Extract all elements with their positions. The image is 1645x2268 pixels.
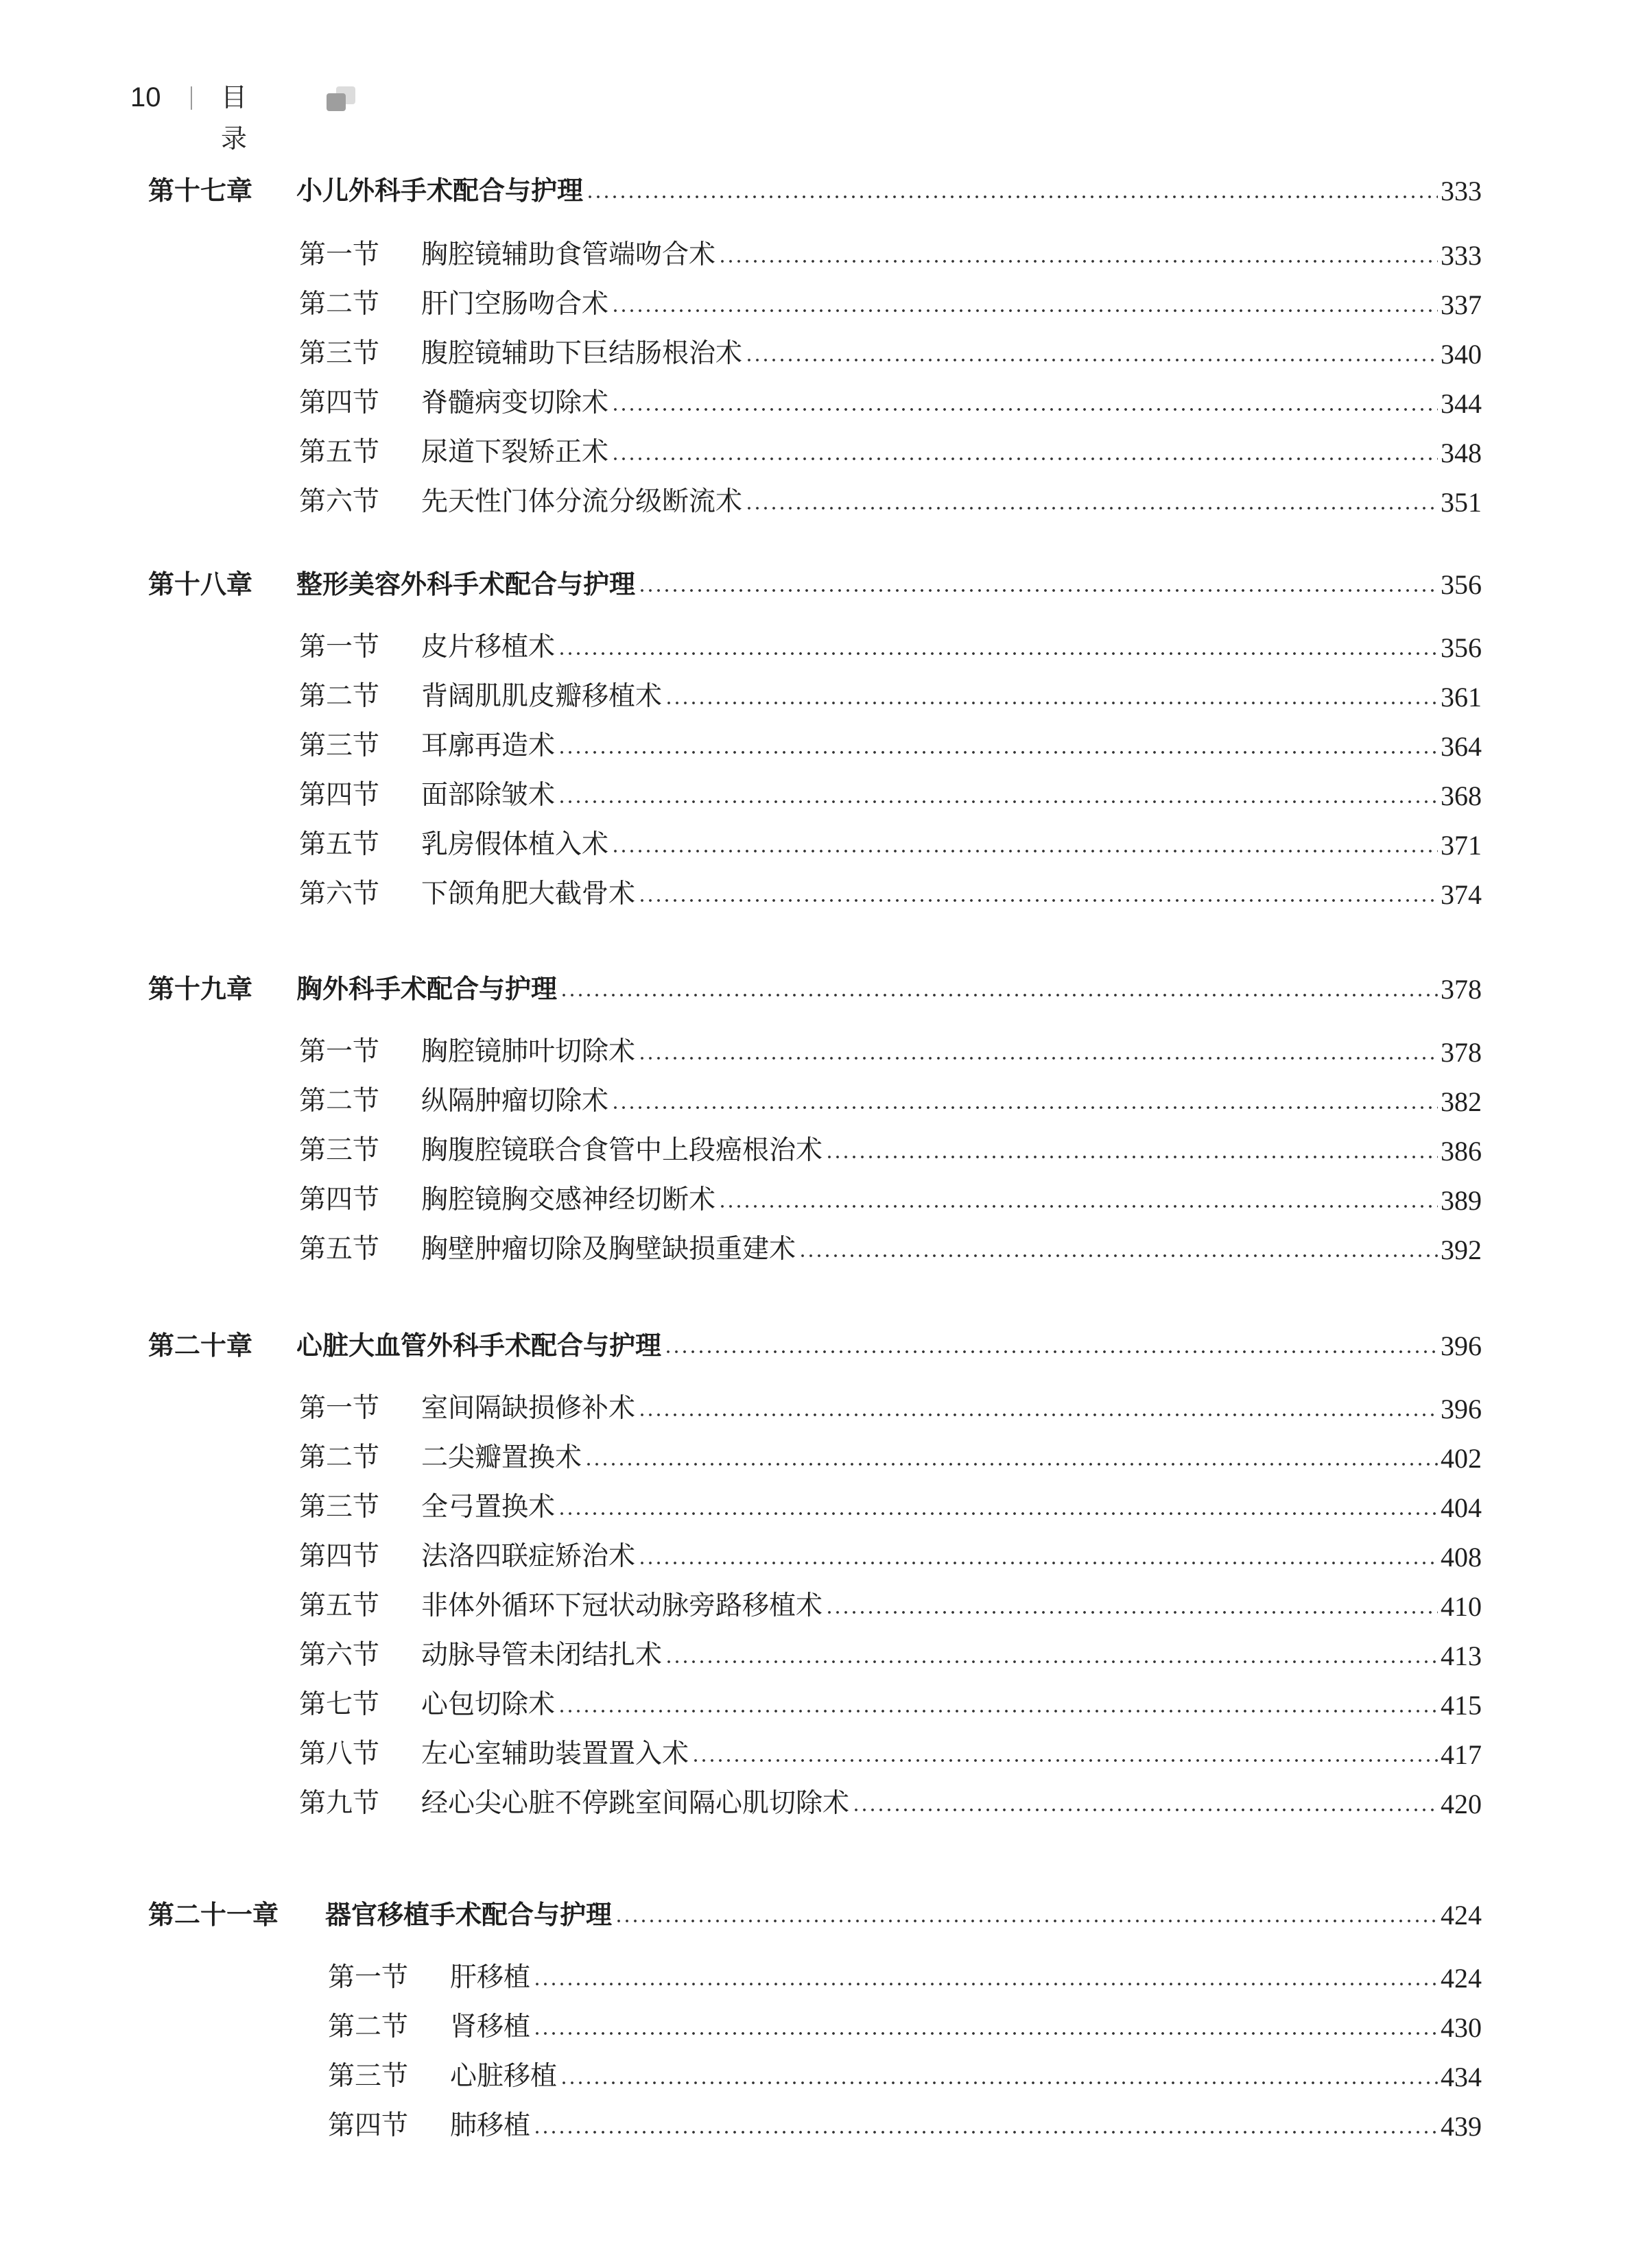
section-page-number: 374 <box>1441 879 1482 910</box>
section-title: 肾移植 <box>450 2012 531 2042</box>
toc-section-entry[interactable] <box>328 2104 1482 2142</box>
toc-section-entry[interactable] <box>299 332 1482 370</box>
section-page-number: 404 <box>1441 1492 1482 1523</box>
dot-leader <box>611 457 1438 460</box>
section-title: 胸壁肿瘤切除及胸壁缺损重建术 <box>421 1234 796 1265</box>
dot-leader <box>718 260 1438 263</box>
toc-section-entry[interactable] <box>299 774 1482 812</box>
toc-section-entry[interactable] <box>328 1956 1482 1994</box>
chapter-title: 整形美容外科手术配合与护理 <box>296 569 636 599</box>
section-page-number: 382 <box>1441 1086 1482 1117</box>
section-title: 面部除皱术 <box>421 780 556 811</box>
section-label: 第八节 <box>299 1739 380 1769</box>
dot-leader <box>584 1463 1438 1466</box>
toc-section-entry[interactable] <box>299 1178 1482 1217</box>
toc-section-entry[interactable] <box>299 233 1482 272</box>
toc-section-entry[interactable] <box>299 872 1482 911</box>
toc-section-entry[interactable] <box>299 1634 1482 1672</box>
dot-leader <box>638 589 1438 592</box>
section-label: 第七节 <box>299 1689 380 1720</box>
section-label: 第二节 <box>299 289 380 320</box>
section-page-number: 364 <box>1441 731 1482 762</box>
section-page-number: 392 <box>1441 1234 1482 1265</box>
section-page-number: 424 <box>1441 1963 1482 1994</box>
toc-section-entry[interactable] <box>299 724 1482 763</box>
dot-leader <box>586 195 1438 198</box>
section-page-number: 417 <box>1441 1739 1482 1770</box>
toc-section-entry[interactable] <box>299 1782 1482 1820</box>
section-label: 第四节 <box>299 1184 380 1215</box>
section-page-number: 371 <box>1441 830 1482 861</box>
section-label: 第五节 <box>299 1590 380 1621</box>
toc-section-entry[interactable] <box>299 1129 1482 1167</box>
section-page-number: 348 <box>1441 438 1482 468</box>
dot-leader <box>638 1562 1438 1564</box>
dot-leader <box>558 751 1438 754</box>
section-label: 第四节 <box>299 387 380 418</box>
section-page-number: 415 <box>1441 1690 1482 1721</box>
chapter-page-number: 424 <box>1441 1900 1482 1931</box>
toc-section-entry[interactable] <box>299 381 1482 420</box>
stacked-squares-icon <box>325 85 357 112</box>
section-title: 皮片移植术 <box>421 632 556 663</box>
toc-chapter-entry[interactable] <box>148 967 1482 1005</box>
toc-section-entry[interactable] <box>328 2055 1482 2093</box>
dot-leader <box>611 408 1438 411</box>
chapter-label: 第二十一章 <box>148 1900 279 1930</box>
section-page-number: 408 <box>1441 1542 1482 1573</box>
chapter-title: 心脏大血管外科手术配合与护理 <box>296 1330 662 1361</box>
toc-section-entry[interactable] <box>299 1030 1482 1069</box>
dot-leader <box>533 2131 1438 2134</box>
section-title: 肝门空肠吻合术 <box>421 289 609 320</box>
section-label: 第一节 <box>328 1962 409 1993</box>
toc-chapter-entry[interactable] <box>148 169 1482 207</box>
section-title: 脊髓病变切除术 <box>421 387 609 418</box>
chapter-page-number: 333 <box>1441 176 1482 206</box>
section-title: 心脏移植 <box>450 2061 558 2092</box>
toc-section-entry[interactable] <box>299 1079 1482 1118</box>
dot-leader <box>665 1660 1438 1663</box>
toc-section-entry[interactable] <box>299 675 1482 713</box>
section-page-number: 386 <box>1441 1136 1482 1167</box>
section-page-number: 389 <box>1441 1185 1482 1216</box>
section-page-number: 396 <box>1441 1394 1482 1424</box>
section-label: 第一节 <box>299 1393 380 1424</box>
section-label: 第二节 <box>328 2012 409 2042</box>
chapter-page-number: 378 <box>1441 974 1482 1005</box>
section-label: 第五节 <box>299 1234 380 1265</box>
section-title: 胸腔镜辅助食管端吻合术 <box>421 239 716 270</box>
dot-leader <box>558 652 1438 655</box>
section-title: 乳房假体植入术 <box>421 829 609 860</box>
dot-leader <box>638 1057 1438 1060</box>
chapter-page-number: 396 <box>1441 1330 1482 1361</box>
section-label: 第五节 <box>299 437 380 468</box>
chapter-page-number: 356 <box>1441 569 1482 600</box>
toc-section-entry[interactable] <box>299 1228 1482 1266</box>
section-title: 经心尖心脏不停跳室间隔心肌切除术 <box>421 1788 850 1819</box>
chapter-label: 第十九章 <box>148 974 253 1004</box>
section-page-number: 368 <box>1441 780 1482 811</box>
dot-leader <box>798 1254 1438 1257</box>
section-title: 全弓置换术 <box>421 1492 556 1523</box>
dot-leader <box>558 1710 1438 1712</box>
chapter-title: 胸外科手术配合与护理 <box>296 974 558 1004</box>
section-label: 第一节 <box>299 239 380 270</box>
chapter-label: 第十七章 <box>148 176 253 206</box>
dot-leader <box>852 1809 1438 1811</box>
toc-section-entry[interactable] <box>299 1535 1482 1573</box>
section-label: 第六节 <box>299 486 380 517</box>
dot-leader <box>638 1413 1438 1416</box>
dot-leader <box>560 994 1438 996</box>
dot-leader <box>638 899 1438 902</box>
section-label: 第二节 <box>299 1086 380 1117</box>
section-title: 下颌角肥大截骨术 <box>421 879 636 909</box>
section-page-number: 351 <box>1441 487 1482 518</box>
toc-section-entry[interactable] <box>299 1732 1482 1771</box>
section-title: 非体外循环下冠状动脉旁路移植术 <box>421 1590 823 1621</box>
dot-leader <box>691 1759 1438 1762</box>
toc-section-entry[interactable] <box>299 1436 1482 1475</box>
section-label: 第二节 <box>299 681 380 712</box>
section-page-number: 340 <box>1441 339 1482 370</box>
section-label: 第一节 <box>299 1036 380 1067</box>
page-number: 10 <box>130 82 161 112</box>
toc-section-entry[interactable] <box>299 431 1482 469</box>
section-label: 第四节 <box>299 780 380 811</box>
section-label: 第一节 <box>299 632 380 663</box>
chapter-label: 第二十章 <box>148 1330 253 1361</box>
section-label: 第三节 <box>299 1135 380 1166</box>
toc-chapter-entry[interactable] <box>148 1893 1482 1931</box>
section-title: 尿道下裂矫正术 <box>421 437 609 468</box>
section-page-number: 378 <box>1441 1037 1482 1068</box>
dot-leader <box>825 1611 1438 1614</box>
section-label: 第三节 <box>328 2061 409 2092</box>
toc-section-entry[interactable] <box>299 283 1482 321</box>
dot-leader <box>558 800 1438 803</box>
section-title: 先天性门体分流分级断流术 <box>421 486 743 517</box>
dot-leader <box>665 702 1438 704</box>
dot-leader <box>611 309 1438 312</box>
section-title: 背阔肌肌皮瓣移植术 <box>421 681 663 712</box>
toc-section-entry[interactable] <box>299 480 1482 518</box>
toc-section-entry[interactable] <box>299 625 1482 664</box>
section-title: 腹腔镜辅助下巨结肠根治术 <box>421 338 743 369</box>
dot-leader <box>558 1512 1438 1515</box>
section-title: 耳廓再造术 <box>421 730 556 761</box>
section-page-number: 410 <box>1441 1591 1482 1622</box>
section-label: 第六节 <box>299 1640 380 1671</box>
section-page-number: 430 <box>1441 2012 1482 2043</box>
section-page-number: 439 <box>1441 2111 1482 2142</box>
section-page-number: 333 <box>1441 240 1482 271</box>
section-label: 第三节 <box>299 338 380 369</box>
section-title: 二尖瓣置换术 <box>421 1442 582 1473</box>
chapter-title: 器官移植手术配合与护理 <box>325 1900 613 1930</box>
section-title: 左心室辅助装置置入术 <box>421 1739 689 1769</box>
section-title: 法洛四联症矫治术 <box>421 1541 636 1572</box>
section-page-number: 356 <box>1441 632 1482 663</box>
header-divider <box>191 86 192 110</box>
section-label: 第九节 <box>299 1788 380 1819</box>
chapter-label: 第十八章 <box>148 569 253 599</box>
section-title: 胸腔镜胸交感神经切断术 <box>421 1184 716 1215</box>
section-title: 心包切除术 <box>421 1689 556 1720</box>
section-title: 纵隔肿瘤切除术 <box>421 1086 609 1117</box>
toc-section-entry[interactable] <box>299 1485 1482 1524</box>
toc-chapter-entry[interactable] <box>148 1324 1482 1362</box>
section-label: 第五节 <box>299 829 380 860</box>
section-label: 第二节 <box>299 1442 380 1473</box>
section-page-number: 337 <box>1441 289 1482 320</box>
toc-section-entry[interactable] <box>299 1387 1482 1425</box>
section-label: 第三节 <box>299 730 380 761</box>
dot-leader <box>718 1205 1438 1208</box>
section-title: 肺移植 <box>450 2110 531 2141</box>
dot-leader <box>664 1350 1438 1353</box>
toc-section-entry[interactable] <box>299 823 1482 861</box>
section-page-number: 361 <box>1441 682 1482 713</box>
dot-leader <box>745 507 1438 510</box>
dot-leader <box>611 850 1438 852</box>
dot-leader <box>615 1920 1438 1922</box>
dot-leader <box>745 359 1438 361</box>
section-label: 第六节 <box>299 879 380 909</box>
section-label: 第三节 <box>299 1492 380 1523</box>
section-label: 第四节 <box>328 2110 409 2141</box>
page-title: 目 录 <box>221 82 260 154</box>
toc-section-entry[interactable] <box>299 1683 1482 1721</box>
dot-leader <box>533 1983 1438 1985</box>
dot-leader <box>560 2081 1438 2084</box>
dot-leader <box>611 1106 1438 1109</box>
toc-chapter-entry[interactable] <box>148 562 1482 601</box>
toc-section-entry[interactable] <box>328 2005 1482 2044</box>
section-title: 室间隔缺损修补术 <box>421 1393 636 1424</box>
section-title: 胸腹腔镜联合食管中上段癌根治术 <box>421 1135 823 1166</box>
section-page-number: 434 <box>1441 2062 1482 2092</box>
section-page-number: 420 <box>1441 1789 1482 1819</box>
section-title: 胸腔镜肺叶切除术 <box>421 1036 636 1067</box>
section-page-number: 413 <box>1441 1640 1482 1671</box>
dot-leader <box>533 2032 1438 2035</box>
dot-leader <box>825 1156 1438 1158</box>
section-page-number: 402 <box>1441 1443 1482 1474</box>
toc-section-entry[interactable] <box>299 1584 1482 1623</box>
section-label: 第四节 <box>299 1541 380 1572</box>
section-page-number: 344 <box>1441 388 1482 419</box>
chapter-title: 小儿外科手术配合与护理 <box>296 176 584 206</box>
section-title: 动脉导管未闭结扎术 <box>421 1640 663 1671</box>
section-title: 肝移植 <box>450 1962 531 1993</box>
